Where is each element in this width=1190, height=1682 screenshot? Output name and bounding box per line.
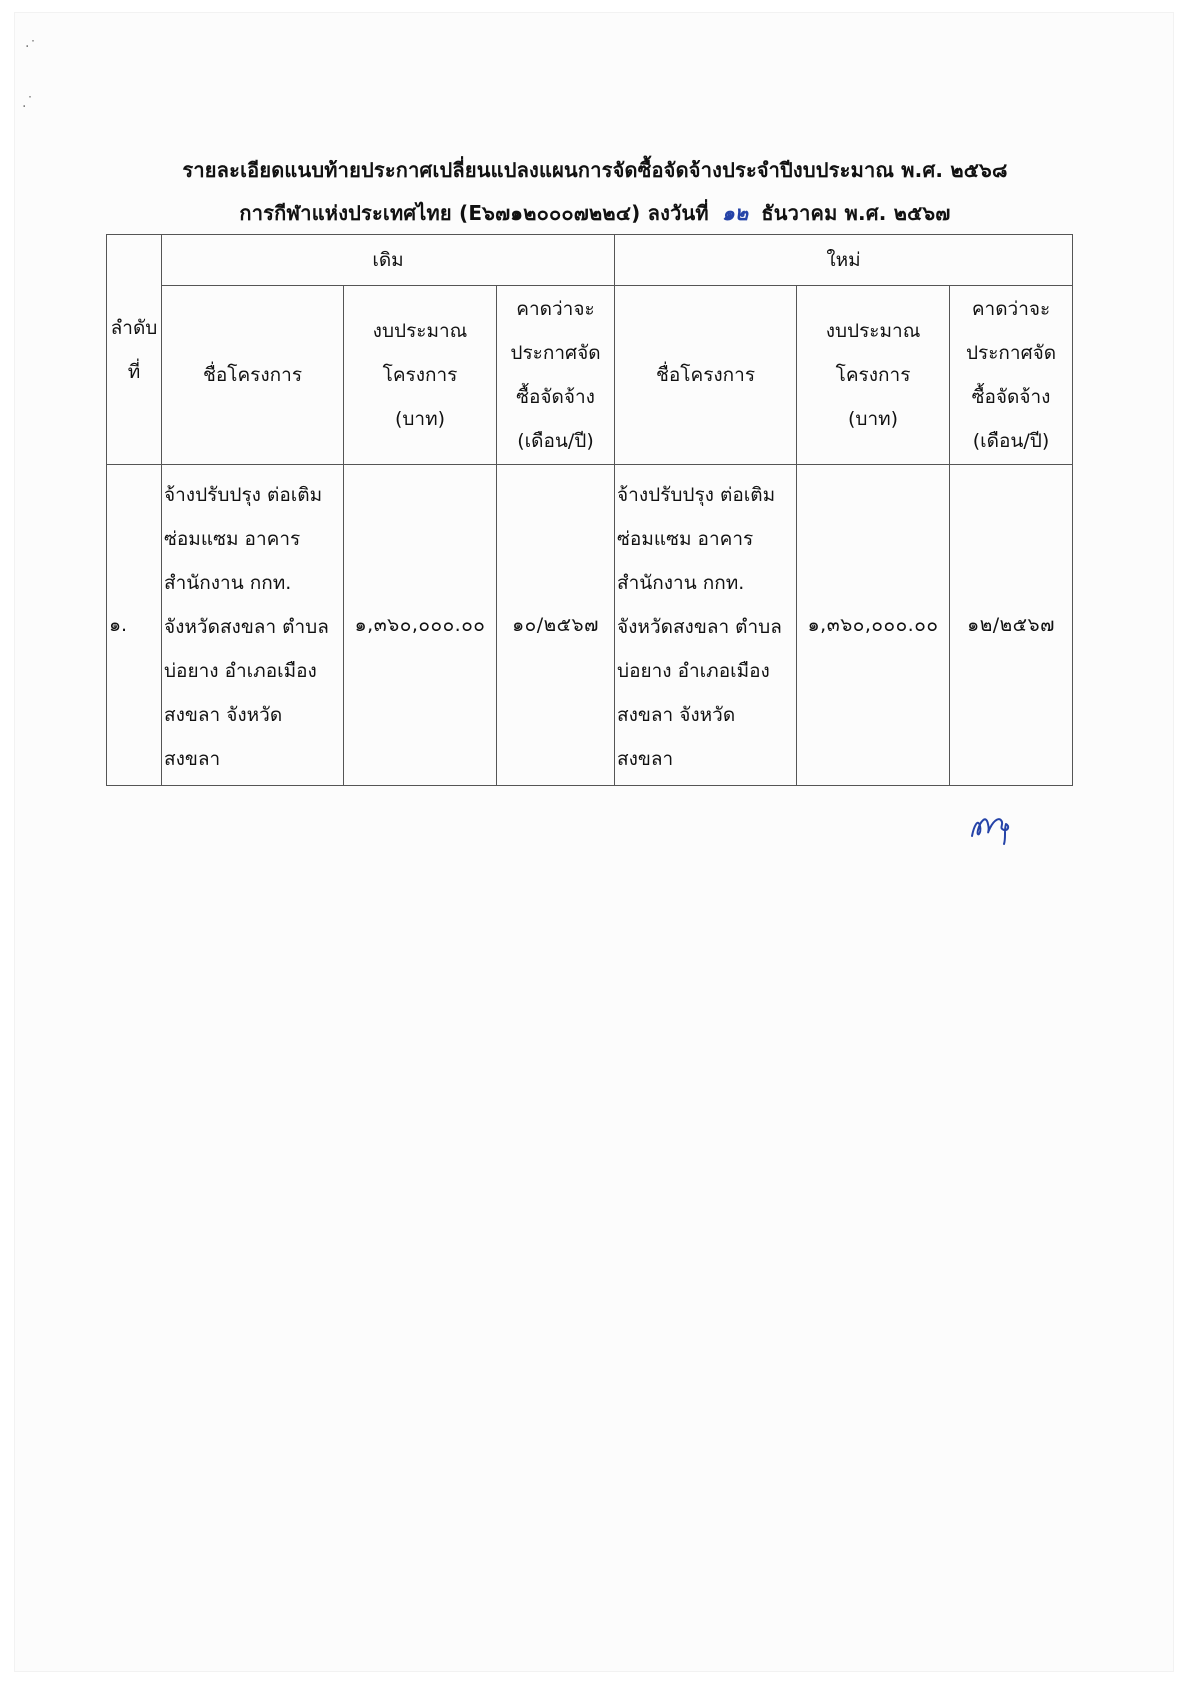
- document-subtitle: [0, 197, 1190, 229]
- header-group-new: ใหม่: [615, 235, 1073, 286]
- subtitle-prefix: การกีฬาแห่งประเทศไทย (E๖๗๑๒๐๐๐๗๒๒๔) ลงวันที่: [239, 201, 709, 225]
- header-no-line1: ลำดับ: [110, 316, 158, 339]
- table-row: [107, 465, 1073, 786]
- header-no: [107, 235, 162, 465]
- header-no-line2: ที่: [127, 360, 141, 383]
- header-new-name: ชื่อโครงการ: [615, 286, 797, 465]
- scan-speck: .˙: [22, 95, 34, 111]
- header-new-expected: คาดว่าจะ ประกาศจัด ซื้อจัดจ้าง (เดือน/ปี): [950, 286, 1073, 465]
- header-old-budget: งบประมาณ โครงการ (บาท): [344, 286, 497, 465]
- header-group-old: เดิม: [162, 235, 615, 286]
- procurement-table: [106, 234, 1073, 786]
- scan-speck: ·˙: [25, 39, 37, 55]
- header-old-name: ชื่อโครงการ: [162, 286, 344, 465]
- header-new-budget: งบประมาณ โครงการ (บาท): [797, 286, 950, 465]
- handwritten-day: ๑๒: [721, 201, 749, 225]
- new-project-name: จ้างปรับปรุง ต่อเติม ซ่อมแซม อาคาร สำนักงาน กกท. จังหวัดสงขลา ตำบล บ่อยาง อำเภอเมือง สงขลา จังหวัด สงขลา: [615, 465, 797, 786]
- header-old-expected: คาดว่าจะ ประกาศจัด ซื้อจัดจ้าง (เดือน/ปี): [497, 286, 615, 465]
- new-expected: ๑๒/๒๕๖๗: [950, 465, 1073, 786]
- old-project-name: จ้างปรับปรุง ต่อเติม ซ่อมแซม อาคาร สำนักงาน กกท. จังหวัดสงขลา ตำบล บ่อยาง อำเภอเมือง สงขลา จังหวัด สงขลา: [162, 465, 344, 786]
- old-budget: ๑,๓๖๐,๐๐๐.๐๐: [344, 465, 497, 786]
- old-expected: ๑๐/๒๕๖๗: [497, 465, 615, 786]
- document-title: รายละเอียดแนบท้ายประกาศเปลี่ยนแปลงแผนการจัดซื้อจัดจ้างประจำปีงบประมาณ พ.ศ. ๒๕๖๘: [182, 158, 1008, 182]
- handwritten-signature: [966, 800, 1026, 850]
- new-budget: ๑,๓๖๐,๐๐๐.๐๐: [797, 465, 950, 786]
- row-no: ๑.: [107, 465, 162, 786]
- subtitle-suffix: ธันวาคม พ.ศ. ๒๕๖๗: [761, 201, 951, 225]
